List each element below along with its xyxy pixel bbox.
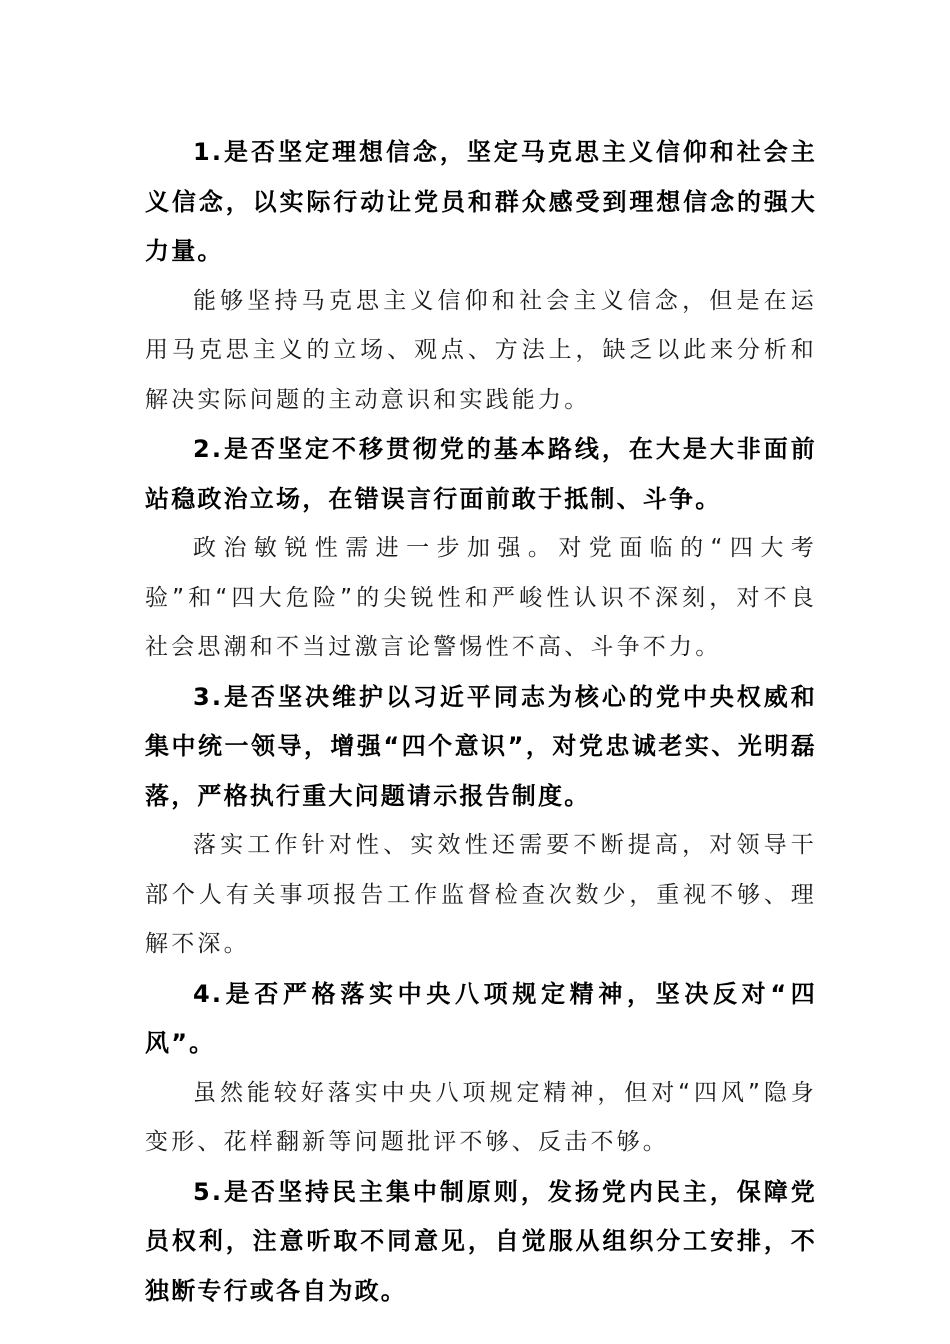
- question-2: 2.是否坚定不移贯彻党的基本路线，在大是大非面前站稳政治立场，在错误言行面前敢于抵制、斗争。: [145, 435, 817, 513]
- answer-2: 政治敏锐性需进一步加强。对党面临的“四大考验”和“四大危险”的尖锐性和严峻性认识不深刻，对不良社会思潮和不当过激言论警惕性不高、斗争不力。: [145, 535, 817, 660]
- document-body: [145, 128, 817, 1316]
- question-4: 4.是否严格落实中央八项规定精神，坚决反对“四风”。: [145, 979, 817, 1057]
- question-3: 3.是否坚决维护以习近平同志为核心的党中央权威和集中统一领导，增强“四个意识”，对党忠诚老实、光明磊落，严格执行重大问题请示报告制度。: [145, 682, 817, 810]
- answer-4: 虽然能较好落实中央八项规定精神，但对“四风”隐身变形、花样翻新等问题批评不够、反击不够。: [145, 1079, 817, 1155]
- question-5: 5.是否坚持民主集中制原则，发扬党内民主，保障党员权利，注意听取不同意见，自觉服从组织分工安排，不独断专行或各自为政。: [145, 1177, 817, 1305]
- question-1: 1.是否坚定理想信念，坚定马克思主义信仰和社会主义信念，以实际行动让党员和群众感受到理想信念的强大力量。: [145, 138, 817, 265]
- answer-1: 能够坚持马克思主义信仰和社会主义信念，但是在运用马克思主义的立场、观点、方法上，缺乏以此来分析和解决实际问题的主动意识和实践能力。: [145, 287, 817, 413]
- answer-3: 落实工作针对性、实效性还需要不断提高，对领导干部个人有关事项报告工作监督检查次数少，重视不够、理解不深。: [145, 832, 817, 957]
